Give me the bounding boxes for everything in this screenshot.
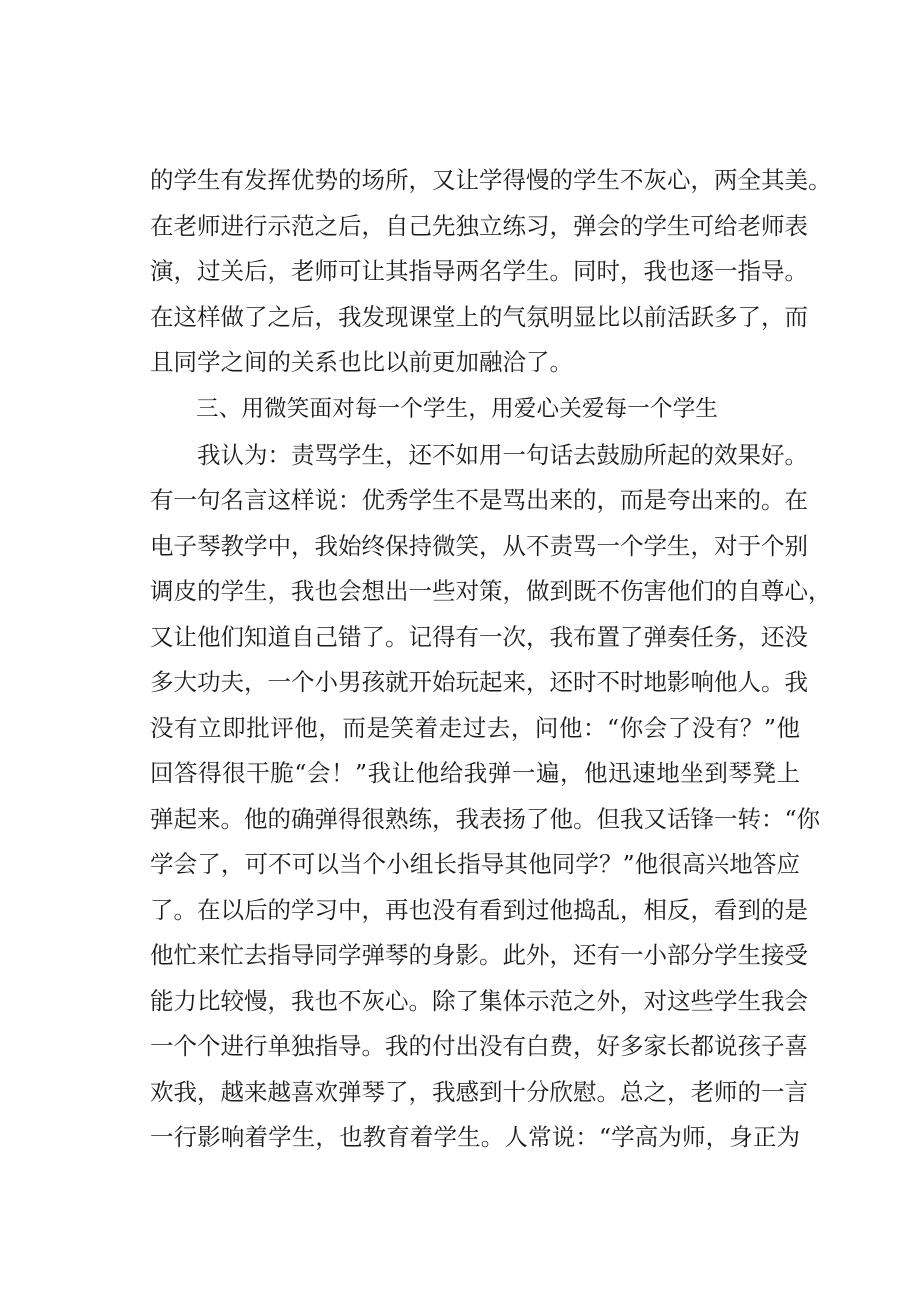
paragraph-2-line-16: 一行影响着学生，也教育着学生。人常说：“学高为师，身正为 bbox=[150, 1123, 800, 1151]
paragraph-2-line-8: 回答得很干脆“会！”我让他给我弹一遍，他迅速地坐到琴凳上 bbox=[150, 759, 800, 787]
paragraph-2-line-6: 多大功夫，一个小男孩就开始玩起来，还时不时地影响他人。我 bbox=[150, 668, 808, 696]
document-body bbox=[150, 158, 832, 1161]
paragraph-2-line-3: 电子琴教学中，我始终保持微笑，从不责骂一个学生，对于个别 bbox=[150, 531, 808, 560]
paragraph-2-line-10: 学会了，可不可以当个小组长指导其他同学？”他很高兴地答应 bbox=[150, 850, 800, 878]
paragraph-2-line-13: 能力比较慢，我也不灰心。除了集体示范之外，对这些学生我会 bbox=[150, 986, 808, 1015]
paragraph-2-line-14: 一个个进行单独指导。我的付出没有白费，好多家长都说孩子喜 bbox=[150, 1032, 808, 1060]
paragraph-1-line-2: 在老师进行示范之后，自己先独立练习，弹会的学生可给老师表 bbox=[150, 211, 808, 240]
paragraph-2-line-7: 没有立即批评他，而是笑着走过去，问他：“你会了没有？”他 bbox=[150, 713, 800, 742]
paragraph-1-line-1: 的学生有发挥优势的场所，又让学得慢的学生不灰心，两全其美。 bbox=[150, 166, 832, 194]
paragraph-2-line-2: 有一句名言这样说：优秀学生不是骂出来的，而是夸出来的。在 bbox=[150, 486, 808, 514]
paragraph-2-line-11: 了。在以后的学习中，再也没有看到过他捣乱，相反，看到的是 bbox=[150, 895, 808, 924]
paragraph-1-line-5: 且同学之间的关系也比以前更加融洽了。 bbox=[150, 348, 573, 376]
paragraph-2-line-15: 欢我，越来越喜欢弹琴了，我感到十分欣慰。总之，老师的一言 bbox=[150, 1077, 808, 1106]
section-heading: 三、用微笑面对每一个学生，用爱心关爱每一个学生 bbox=[196, 395, 719, 422]
paragraph-2-line-5: 又让他们知道自己错了。记得有一次，我布置了弹奏任务，还没 bbox=[150, 622, 808, 651]
paragraph-2-line-4: 调皮的学生，我也会想出一些对策，做到既不伤害他们的自尊心， bbox=[150, 577, 832, 605]
paragraph-2 bbox=[150, 433, 832, 1161]
paragraph-1 bbox=[150, 158, 832, 386]
paragraph-2-line-12: 他忙来忙去指导同学弹琴的身影。此外，还有一小部分学生接受 bbox=[150, 941, 808, 969]
paragraph-1-line-4: 在这样做了之后，我发现课堂上的气氛明显比以前活跃多了，而 bbox=[150, 302, 808, 331]
paragraph-1-line-3: 演，过关后，老师可让其指导两名学生。同时，我也逐一指导。 bbox=[150, 257, 808, 285]
paragraph-2-line-1: 我认为：责骂学生，还不如用一句话去鼓励所起的效果好。 bbox=[197, 440, 808, 469]
paragraph-2-line-9: 弹起来。他的确弹得很熟练，我表扬了他。但我又话锋一转：“你 bbox=[150, 804, 821, 833]
